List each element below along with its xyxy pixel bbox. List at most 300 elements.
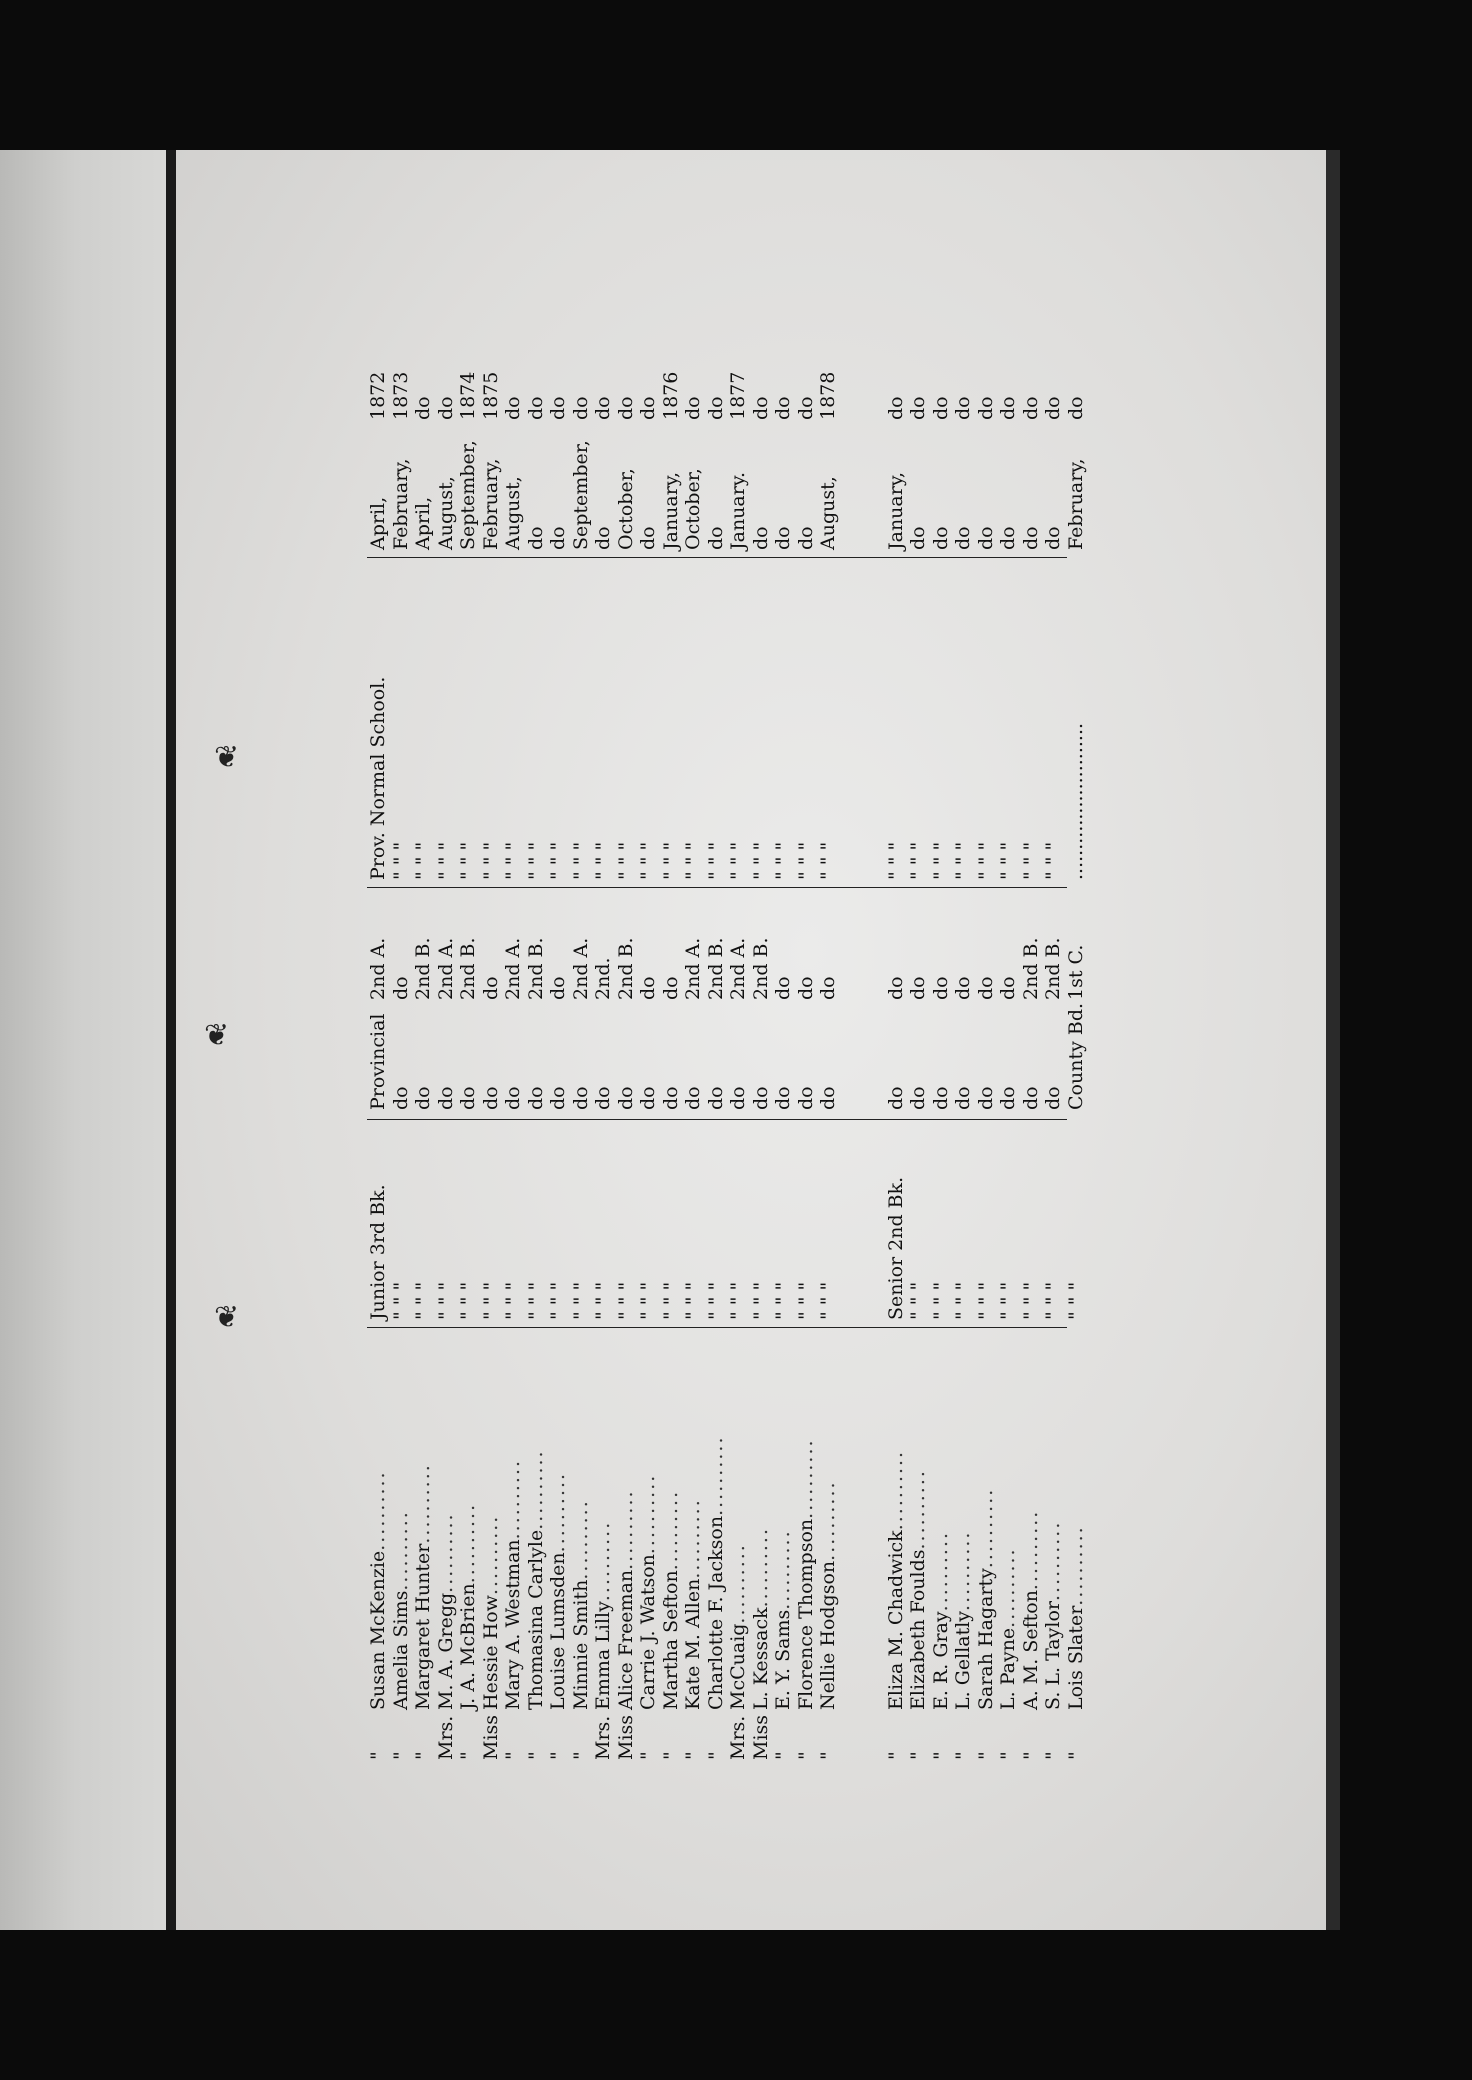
class-cell: Senior 2nd Bk.	[884, 1176, 907, 1320]
certificate-grade: 1st C.	[1064, 944, 1087, 1000]
school-column	[367, 560, 1087, 880]
leader-dots: ..........	[1042, 1520, 1064, 1602]
teacher-name: E. R. Gray	[929, 1611, 952, 1710]
teacher-name: Sarah Hagarty	[974, 1568, 997, 1710]
certificate-grade: 2nd A.	[682, 937, 704, 1000]
certificate-grade: 2nd B.	[457, 937, 479, 1000]
certificate-grade: 2nd A.	[367, 937, 389, 1000]
name-prefix: Mrs.	[727, 1715, 749, 1760]
certificate-cell	[480, 890, 503, 1110]
school-cell: " " "	[479, 841, 502, 880]
teacher-name: A. M. Sefton	[1019, 1590, 1042, 1710]
leader-dots: ..........	[389, 1510, 412, 1591]
certificate-cell	[412, 890, 435, 1110]
name-prefix: "	[524, 1751, 547, 1760]
month-cell: August,	[434, 476, 457, 550]
school-cell: " " "	[974, 841, 997, 880]
certificate-cell	[367, 890, 390, 1110]
month-cell: do	[772, 526, 794, 550]
month-cell: do	[907, 526, 929, 550]
class-cell: " " "	[412, 1281, 434, 1320]
year-cell: do	[704, 396, 727, 420]
certificate-authority: do	[1042, 1086, 1064, 1110]
year-cell: do	[772, 396, 794, 420]
column-rule	[367, 887, 1067, 888]
teacher-name: Lois Slater	[1064, 1605, 1087, 1710]
year-cell: do	[569, 396, 592, 420]
month-cell: do	[929, 526, 952, 550]
class-cell: Junior 3rd Bk.	[367, 1184, 389, 1320]
certificate-authority: do	[502, 1086, 524, 1110]
class-cell: " " "	[749, 1281, 772, 1320]
name-prefix: Miss	[614, 1714, 637, 1760]
school-cell: " " "	[997, 841, 1019, 880]
class-cell: " " "	[727, 1281, 749, 1320]
name-prefix: "	[412, 1751, 434, 1760]
certificate-cell	[727, 890, 750, 1110]
name-prefix: "	[974, 1751, 997, 1760]
certificate-grade: do	[952, 976, 974, 1000]
leader-dots: ..........	[614, 1489, 637, 1570]
name-prefix: "	[682, 1751, 704, 1760]
teacher-name: Emma Lilly	[592, 1601, 614, 1710]
school-cell: " " "	[749, 841, 772, 880]
month-cell: January,	[884, 471, 907, 550]
table-row	[367, 1340, 390, 1760]
teacher-name: Louise Lumsden	[547, 1552, 569, 1710]
name-prefix: Mrs.	[592, 1715, 614, 1760]
table-row	[1065, 1340, 1088, 1760]
certificate-grade: do	[817, 976, 839, 1000]
leader-dots: ..........	[479, 1514, 502, 1596]
table-row	[907, 1340, 930, 1760]
certificate-authority: do	[389, 1086, 412, 1110]
certificate-cell	[637, 890, 660, 1110]
certificate-grade: do	[929, 976, 952, 1000]
table-row	[885, 1340, 908, 1760]
certificate-grade: do	[794, 976, 817, 1000]
name-prefix: "	[457, 1751, 479, 1760]
certificate-authority: do	[794, 1086, 817, 1110]
name-prefix: "	[817, 1751, 839, 1760]
month-cell: April,	[367, 496, 389, 550]
leader-dots: ..........	[997, 1547, 1019, 1628]
teacher-name: Nellie Hodgson	[817, 1560, 839, 1710]
certificate-authority: do	[929, 1086, 952, 1110]
table-row	[547, 1340, 570, 1760]
leader-dots: ..........	[884, 1449, 907, 1531]
school-cell: " " "	[614, 841, 637, 880]
certificate-grade: do	[637, 976, 659, 1000]
teacher-name: Kate M. Allen	[682, 1578, 704, 1710]
class-cell: " " "	[794, 1281, 817, 1320]
leader-dots: ..........	[569, 1499, 592, 1580]
year-cell: do	[682, 396, 704, 420]
name-prefix: Miss	[749, 1714, 772, 1760]
teacher-name: Hessie How	[479, 1595, 502, 1710]
name-prefix: "	[1042, 1751, 1064, 1760]
leader-dots: ..........	[682, 1498, 704, 1579]
name-prefix: Mrs.	[434, 1715, 457, 1760]
teacher-name: Amelia Sims	[389, 1590, 412, 1710]
leader-dots: ..........	[929, 1530, 952, 1612]
certificate-authority: do	[412, 1086, 434, 1110]
teacher-name: Margaret Hunter	[412, 1543, 434, 1710]
table-row	[795, 1340, 818, 1760]
certificate-grade: do	[884, 976, 907, 1000]
year-cell: do	[974, 396, 997, 420]
certificate-cell	[615, 890, 638, 1110]
certificate-cell	[885, 890, 908, 1110]
teacher-name: Alice Freeman	[614, 1569, 637, 1710]
class-cell: " " "	[659, 1281, 682, 1320]
year-cell: do	[614, 396, 637, 420]
school-cell: " " "	[884, 841, 907, 880]
month-cell: do	[749, 526, 772, 550]
leader-dots: ..........	[1019, 1509, 1042, 1591]
school-cell: " " "	[457, 841, 479, 880]
table-row	[435, 1340, 458, 1760]
teacher-name: Martha Sefton	[659, 1570, 682, 1710]
school-cell: " " "	[817, 841, 839, 880]
year-cell: do	[434, 396, 457, 420]
year-column	[367, 340, 1087, 420]
certificate-cell	[457, 890, 480, 1110]
ink-mark-3: ❦	[214, 1300, 240, 1335]
table-row	[592, 1340, 615, 1760]
leader-dots: ..........	[794, 1438, 817, 1519]
teacher-name: E. Y. Sams	[772, 1609, 794, 1710]
certificate-authority: do	[637, 1086, 659, 1110]
school-cell: " " "	[727, 841, 749, 880]
group-spacer	[840, 420, 885, 550]
school-cell: " " "	[794, 841, 817, 880]
certificate-authority: do	[817, 1086, 839, 1110]
teacher-name: Minnie Smith	[569, 1579, 592, 1710]
certificate-authority: do	[524, 1086, 547, 1110]
certificate-grade: 2nd A.	[502, 937, 524, 1000]
leader-dots: ..........	[502, 1458, 524, 1540]
leader-dots: ..........	[637, 1473, 659, 1555]
leader-dots: ..........	[704, 1435, 727, 1516]
year-cell: 1872	[367, 371, 389, 420]
left-facing-page	[0, 150, 168, 1930]
table-row	[660, 1340, 683, 1760]
teacher-name: L. Kessack	[749, 1607, 772, 1710]
table-row	[930, 1340, 953, 1760]
name-prefix: "	[1019, 1751, 1042, 1760]
teacher-name: Carrie J. Watson	[637, 1554, 659, 1710]
name-prefix: "	[907, 1751, 929, 1760]
certificate-grade: do	[389, 976, 412, 1000]
certificate-grade: 2nd B.	[749, 937, 772, 1000]
group-spacer	[840, 1340, 885, 1760]
certificate-grade: 2nd B.	[1042, 937, 1064, 1000]
names-column	[367, 1340, 1087, 1760]
certificate-authority: do	[434, 1086, 457, 1110]
year-cell: 1873	[389, 371, 412, 420]
school-cell: " " "	[704, 841, 727, 880]
table-row	[772, 1340, 795, 1760]
certificate-grade: 2nd B.	[614, 937, 637, 1000]
certificate-cell	[772, 890, 795, 1110]
certificate-authority: do	[569, 1086, 592, 1110]
month-cell: January,	[659, 471, 682, 550]
teacher-register-table	[367, 340, 1127, 1760]
school-cell: " " "	[772, 841, 794, 880]
name-prefix: "	[367, 1751, 389, 1760]
table-row	[705, 1340, 728, 1760]
certificate-authority: do	[547, 1086, 569, 1110]
certificate-grade: do	[907, 976, 929, 1000]
certificate-authority: Provincial	[367, 1013, 389, 1110]
table-row	[750, 1340, 773, 1760]
school-cell: " " "	[929, 841, 952, 880]
leader-dots: ..........	[772, 1529, 794, 1610]
certificate-grade: do	[547, 976, 569, 1000]
certificate-cell	[907, 890, 930, 1110]
leader-dots: ..........	[1064, 1525, 1087, 1606]
leader-dots: ..........	[727, 1543, 749, 1624]
class-cell: " " "	[457, 1281, 479, 1320]
year-cell: do	[1019, 396, 1042, 420]
certificate-authority: do	[772, 1086, 794, 1110]
leader-dots: ..........	[457, 1502, 479, 1584]
leader-dots: ..........	[592, 1520, 614, 1602]
certificate-cell	[952, 890, 975, 1110]
certificate-cell	[525, 890, 548, 1110]
class-cell: " " "	[614, 1281, 637, 1320]
class-cell: " " "	[772, 1281, 794, 1320]
ink-mark-1: ❦	[214, 740, 240, 775]
name-prefix: "	[637, 1751, 659, 1760]
class-cell: " " "	[952, 1281, 974, 1320]
school-cell: Prov. Normal School.	[367, 676, 389, 880]
leader-dots: ..........	[974, 1487, 997, 1569]
class-cell: " " "	[974, 1281, 997, 1320]
certificate-authority: do	[884, 1086, 907, 1110]
certificate-authority: do	[682, 1086, 704, 1110]
class-cell: " " "	[434, 1281, 457, 1320]
class-cell: " " "	[1019, 1281, 1042, 1320]
class-cell: " " "	[547, 1281, 569, 1320]
school-cell: " " "	[434, 841, 457, 880]
school-cell: " " "	[1042, 841, 1064, 880]
year-cell: do	[997, 396, 1019, 420]
year-cell: do	[547, 396, 569, 420]
name-prefix: "	[659, 1751, 682, 1760]
year-cell: do	[749, 396, 772, 420]
certificate-authority: do	[479, 1086, 502, 1110]
certificate-cell	[682, 890, 705, 1110]
month-cell: February,	[479, 458, 502, 550]
teacher-name: J. A. McBrien	[457, 1583, 479, 1710]
year-cell: 1874	[457, 371, 479, 420]
year-cell: 1878	[817, 371, 839, 420]
school-cell: " " "	[952, 841, 974, 880]
name-prefix: "	[547, 1751, 569, 1760]
teacher-name: Charlotte F. Jackson	[704, 1515, 727, 1710]
year-cell: 1876	[659, 371, 682, 420]
month-cell: September,	[457, 440, 479, 550]
certificate-cell	[817, 890, 840, 1110]
year-cell: do	[884, 396, 907, 420]
month-cell: April,	[412, 496, 434, 550]
teacher-name: McCuaig	[727, 1623, 749, 1710]
certificate-cell	[1065, 890, 1088, 1110]
certificate-authority: do	[659, 1086, 682, 1110]
certificate-authority: do	[952, 1086, 974, 1110]
table-row	[727, 1340, 750, 1760]
leader-dots: ..........	[907, 1469, 929, 1550]
certificate-grade: 2nd A.	[434, 937, 457, 1000]
certificate-cell	[502, 890, 525, 1110]
teacher-name: S. L. Taylor	[1042, 1601, 1064, 1710]
certificate-authority: do	[1019, 1086, 1042, 1110]
table-row	[975, 1340, 998, 1760]
name-prefix: "	[929, 1751, 952, 1760]
school-cell: " " "	[524, 841, 547, 880]
certificate-authority: do	[907, 1086, 929, 1110]
year-cell: do	[1042, 396, 1064, 420]
certificate-cell	[750, 890, 773, 1110]
month-cell: January.	[727, 471, 749, 550]
certificate-grade: do	[659, 976, 682, 1000]
class-cell: " " "	[502, 1281, 524, 1320]
year-cell: 1877	[727, 371, 749, 420]
month-cell: February,	[389, 458, 412, 550]
table-row	[457, 1340, 480, 1760]
certificate-cell	[592, 890, 615, 1110]
year-cell: do	[502, 396, 524, 420]
month-cell: do	[1019, 526, 1042, 550]
name-prefix: "	[389, 1751, 412, 1760]
certificate-authority: do	[974, 1086, 997, 1110]
certificate-cell	[390, 890, 413, 1110]
teacher-name: Thomasina Carlyle	[524, 1529, 547, 1710]
teacher-name: Florence Thompson	[794, 1518, 817, 1710]
certificate-column	[367, 890, 1087, 1110]
group-spacer	[840, 890, 885, 1110]
table-row	[570, 1340, 593, 1760]
class-cell: " " "	[929, 1281, 952, 1320]
certificate-grade: 2nd A.	[727, 937, 749, 1000]
class-cell: " " "	[389, 1281, 412, 1320]
name-prefix: Miss	[479, 1714, 502, 1760]
month-cell: do	[974, 526, 997, 550]
month-cell: October,	[614, 468, 637, 550]
month-cell: September,	[569, 440, 592, 550]
year-cell: do	[907, 396, 929, 420]
table-row	[1042, 1340, 1065, 1760]
month-cell: October,	[682, 468, 704, 550]
month-cell: do	[592, 526, 614, 550]
leader-dots: ..........	[412, 1463, 434, 1544]
group-spacer	[840, 560, 885, 880]
name-prefix: "	[794, 1751, 817, 1760]
certificate-grade: 2nd B.	[412, 937, 434, 1000]
certificate-authority: do	[704, 1086, 727, 1110]
certificate-cell	[975, 890, 998, 1110]
year-cell: do	[524, 396, 547, 420]
month-cell: do	[1042, 526, 1064, 550]
school-cell: " " "	[547, 841, 569, 880]
certificate-grade: 2nd.	[592, 957, 614, 1000]
table-row	[817, 1340, 840, 1760]
teacher-name: Mary A. Westman	[502, 1539, 524, 1710]
class-cell: " " "	[704, 1281, 727, 1320]
certificate-cell	[660, 890, 683, 1110]
teacher-name: L. Gellatly	[952, 1610, 974, 1710]
month-cell: do	[794, 526, 817, 550]
class-cell: " " "	[1064, 1281, 1087, 1320]
table-row	[682, 1340, 705, 1760]
leader-dots: ..........	[434, 1512, 457, 1593]
group-spacer	[840, 1130, 885, 1320]
table-row	[502, 1340, 525, 1760]
class-cell: " " "	[569, 1281, 592, 1320]
certificate-grade: 2nd B.	[704, 937, 727, 1000]
leader-dots: ..........	[749, 1526, 772, 1608]
class-cell: " " "	[592, 1281, 614, 1320]
month-cell: do	[637, 526, 659, 550]
month-cell: do	[952, 526, 974, 550]
certificate-authority: do	[727, 1086, 749, 1110]
certificate-cell	[795, 890, 818, 1110]
year-cell: do	[794, 396, 817, 420]
group-spacer	[840, 340, 885, 420]
class-cell: " " "	[1042, 1281, 1064, 1320]
table-row	[997, 1340, 1020, 1760]
table-row	[480, 1340, 503, 1760]
column-rule	[367, 557, 1067, 558]
certificate-cell	[997, 890, 1020, 1110]
month-cell: August,	[502, 476, 524, 550]
certificate-grade: do	[997, 976, 1019, 1000]
school-cell: ..........................	[1064, 722, 1087, 880]
year-cell: 1875	[479, 371, 502, 420]
name-prefix: "	[1064, 1751, 1087, 1760]
name-prefix: "	[569, 1751, 592, 1760]
class-cell: " " "	[907, 1281, 929, 1320]
month-cell: do	[547, 526, 569, 550]
table-row	[615, 1340, 638, 1760]
name-prefix: "	[952, 1751, 974, 1760]
certificate-cell	[570, 890, 593, 1110]
certificate-grade: 2nd B.	[1019, 937, 1042, 1000]
school-cell: " " "	[637, 841, 659, 880]
table-row	[952, 1340, 975, 1760]
certificate-grade: do	[974, 976, 997, 1000]
class-cell: " " "	[817, 1281, 839, 1320]
column-rule	[367, 1327, 1067, 1328]
class-cell: " " "	[479, 1281, 502, 1320]
school-cell: " " "	[592, 841, 614, 880]
table-row	[412, 1340, 435, 1760]
certificate-grade: 2nd A.	[569, 937, 592, 1000]
certificate-cell	[705, 890, 728, 1110]
name-prefix: "	[997, 1751, 1019, 1760]
table-row	[390, 1340, 413, 1760]
year-cell: do	[637, 396, 659, 420]
name-prefix: "	[704, 1751, 727, 1760]
year-cell: do	[412, 396, 434, 420]
certificate-cell	[1042, 890, 1065, 1110]
year-cell: do	[952, 396, 974, 420]
certificate-grade: 2nd B.	[524, 937, 547, 1000]
school-cell: " " "	[907, 841, 929, 880]
school-cell: " " "	[682, 841, 704, 880]
